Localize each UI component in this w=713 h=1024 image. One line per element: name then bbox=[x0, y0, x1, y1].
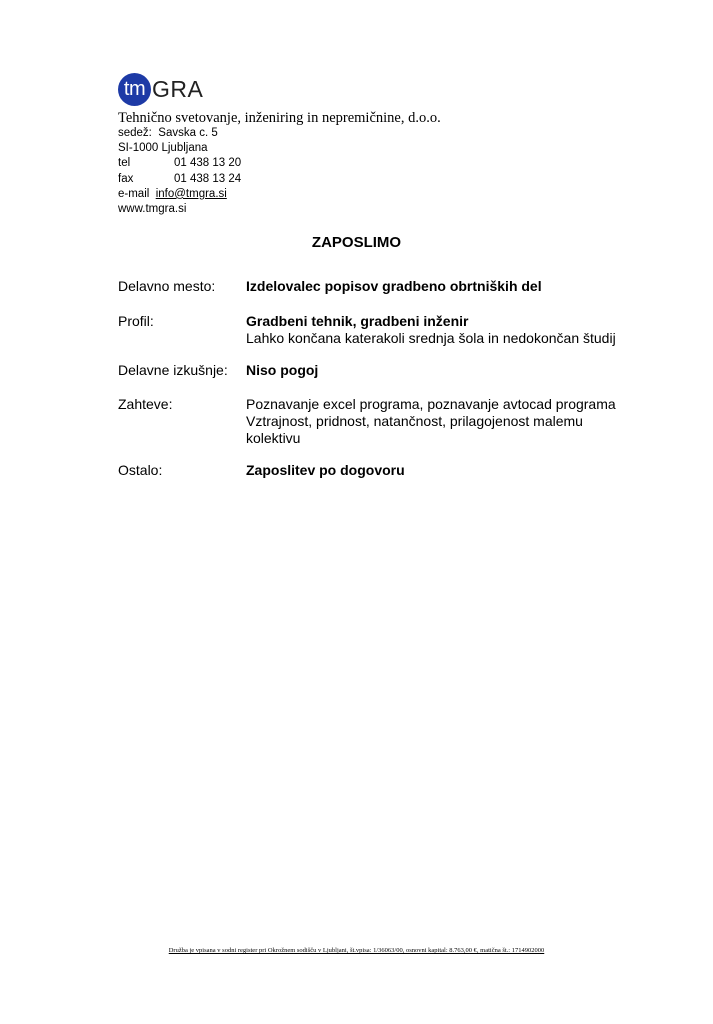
other-label: Ostalo: bbox=[118, 462, 163, 478]
profile-note: Lahko končana katerakoli srednja šola in nedokončan študij bbox=[246, 330, 616, 346]
position-value: Izdelovalec popisov gradbeno obrtniških del bbox=[246, 278, 542, 294]
tel-label: tel bbox=[118, 157, 131, 170]
experience-label: Delavne izkušnje: bbox=[118, 362, 228, 378]
requirements-label: Zahteve: bbox=[118, 396, 173, 412]
logo-tm: tm bbox=[118, 73, 151, 106]
contact-block bbox=[118, 126, 241, 217]
other-value: Zaposlitev po dogovoru bbox=[246, 462, 405, 478]
city-row bbox=[118, 141, 241, 156]
company-logo bbox=[118, 74, 203, 104]
fax-row bbox=[118, 172, 241, 187]
logo-gra: GRA bbox=[152, 75, 204, 102]
email-row bbox=[118, 187, 241, 202]
website-link[interactable]: www.tmgra.si bbox=[118, 203, 187, 216]
page-title: ZAPOSLIMO bbox=[311, 234, 402, 251]
position-label: Delavno mesto: bbox=[118, 278, 216, 294]
email-label: e-mail bbox=[118, 187, 150, 200]
requirements-line-1: Poznavanje excel programa, poznavanje avtocad programa bbox=[246, 396, 616, 412]
profile-label: Profil: bbox=[118, 313, 154, 329]
experience-value: Niso pogoj bbox=[246, 362, 319, 378]
company-name: Tehnično svetovanje, inženiring in nepremičnine, d.o.o. bbox=[118, 110, 441, 126]
seat-row bbox=[118, 126, 241, 141]
requirements-line-3: kolektivu bbox=[246, 430, 301, 446]
footer-registration: Družba je vpisana v sodni register pri Okrožnem sodišču v Ljubljani, št.vpisa: 1/36063/00, osnovni kapital: 8.763,00 €, matična št.: 1714902000 bbox=[168, 947, 545, 954]
fax-value: 01 438 13 24 bbox=[174, 172, 242, 185]
web-row bbox=[118, 202, 241, 217]
requirements-line-2: Vztrajnost, pridnost, natančnost, prilagojenost malemu bbox=[246, 413, 583, 429]
tel-value: 01 438 13 20 bbox=[174, 157, 242, 170]
city: SI-1000 Ljubljana bbox=[118, 142, 208, 155]
email-link[interactable]: info@tmgra.si bbox=[155, 187, 227, 200]
seat-label: sedež: bbox=[118, 127, 152, 139]
fax-label: fax bbox=[118, 172, 134, 185]
tel-row bbox=[118, 156, 241, 171]
seat-value: Savska c. 5 bbox=[158, 127, 218, 139]
profile-value: Gradbeni tehnik, gradbeni inženir bbox=[246, 313, 469, 329]
